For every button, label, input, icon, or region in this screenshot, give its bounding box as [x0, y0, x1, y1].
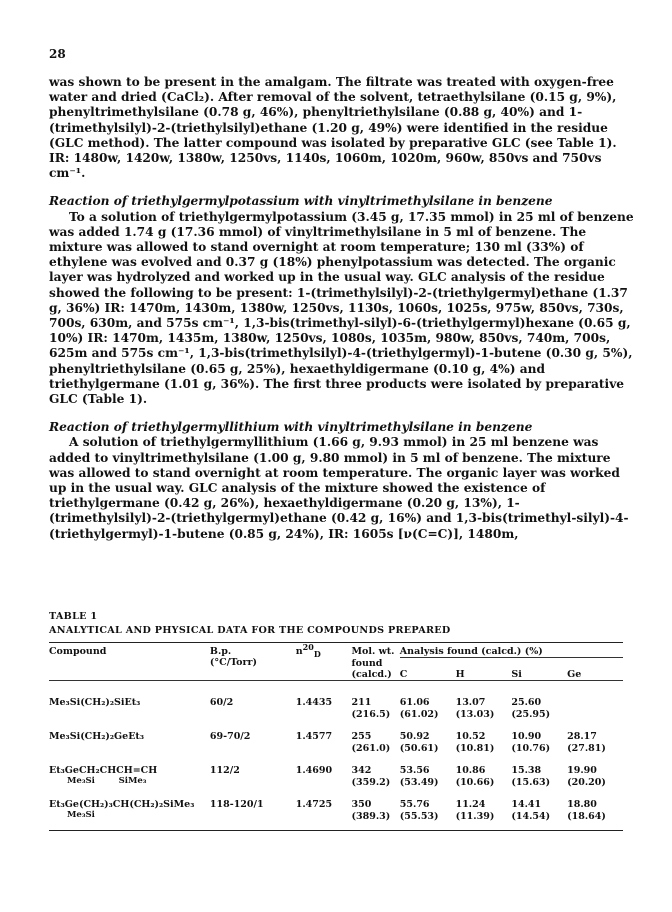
paragraph-1: was shown to be present in the amalgam. The filtrate was treated with oxygen-free water and dried (CaCl₂). After removal of the solvent, tetraethylsilane (0.15 g, 9%), phenyltrimethylsilane (0.78 g, 46%), phenyltriethylsilane (0.88 g, 40%) and 1-(trimethylsilyl)-2-(triethylsilyl)ethane (1.20 g, 49%) were identified in the residue (GLC method). The latter compound was isolated by preparative GLC (see Table 1). IR: 1480w, 1420w, 1380w, 1250vs, 1140s, 1060m, 1020m, 960w, 850vs and 750vs cm⁻¹.	[49, 75, 617, 181]
header-ge: Ge	[567, 668, 582, 680]
header-h: H	[455, 668, 465, 680]
cell-c: 55.76	[399, 798, 430, 810]
section-heading-lithium: Reaction of triethylgermyllithium with vinyltrimethylsilane in benzene	[49, 420, 533, 435]
cell-c: 53.56	[399, 764, 430, 776]
cell-mw: 255	[351, 730, 372, 742]
cell-compound-fragment: Me₃Si SiMe₃	[67, 775, 147, 786]
table-1	[49, 611, 623, 831]
cell-compound: Et₃Ge(CH₂)₃CH(CH₂)₂SiMe₃	[49, 798, 195, 810]
header-mol-wt: Mol. wt.	[351, 646, 395, 657]
header-calcd: (calcd.)	[351, 668, 392, 680]
header-si: Si	[511, 668, 522, 680]
header-bp-unit: (°C/Torr)	[209, 657, 258, 668]
cell-h: 10.52	[455, 730, 486, 742]
cell-h: 10.86	[455, 764, 486, 776]
cell-c: 50.92	[399, 730, 430, 742]
cell-c-calc: (53.49)	[399, 776, 439, 788]
header-found: found	[351, 657, 383, 669]
cell-nd: 1.4690	[295, 764, 333, 776]
cell-si: 25.60	[511, 696, 542, 708]
header-analysis-rule	[400, 658, 623, 669]
header-c: C	[399, 668, 408, 680]
cell-ge: 19.90	[567, 764, 597, 776]
cell-c-calc: (55.53)	[399, 810, 439, 822]
cell-compound: Me₃Si(CH₂)₂GeEt₃	[49, 730, 144, 742]
page-number: 28	[49, 47, 66, 61]
cell-c: 61.06	[399, 696, 430, 708]
table-row	[49, 788, 623, 822]
cell-si-calc: (10.76)	[511, 742, 551, 754]
cell-mw-calc: (216.5)	[351, 708, 391, 720]
header-analysis: Analysis found (calcd.) (%)	[399, 646, 543, 657]
cell-mw-calc: (389.3)	[351, 810, 391, 822]
cell-ge: 18.80	[567, 798, 597, 810]
header-nd-letter: n	[295, 646, 303, 657]
cell-h-calc: (10.66)	[455, 776, 495, 788]
cell-si: 15.38	[511, 764, 542, 776]
cell-mw-calc: (261.0)	[351, 742, 391, 754]
cell-nd: 1.4435	[295, 696, 333, 708]
cell-h: 13.07	[455, 696, 486, 708]
cell-si-calc: (14.54)	[511, 810, 551, 822]
cell-nd: 1.4725	[295, 798, 333, 810]
cell-compound-fragment: Me₃Si	[67, 809, 95, 820]
cell-mw: 211	[351, 696, 372, 708]
header-bp	[210, 643, 296, 680]
header-refractive-index	[296, 643, 352, 680]
table-row	[49, 686, 623, 720]
table-label: TABLE 1	[49, 611, 98, 622]
cell-bp: 69-70/2	[209, 730, 251, 742]
cell-nd: 1.4577	[295, 730, 333, 742]
header-bp-label: B.p.	[209, 646, 232, 657]
data-table	[49, 643, 623, 822]
cell-mw: 342	[351, 764, 372, 776]
cell-ge-calc: (18.64)	[567, 810, 606, 822]
cell-h: 11.24	[455, 798, 486, 810]
header-nd-sup: 20	[302, 641, 314, 652]
cell-compound: Et₃GeCH₂CHCH=CH	[49, 764, 158, 776]
cell-mw: 350	[351, 798, 372, 810]
header-nd-sub: D	[313, 648, 321, 659]
body-text	[49, 75, 635, 542]
cell-si: 14.41	[511, 798, 542, 810]
paragraph-2: To a solution of triethylgermylpotassium (3.45 g, 17.35 mmol) in 25 ml of benzene was added 1.74 g (17.36 mmol) of vinyltrimethylsilane in 5 ml of benzene. The mixture was allowed to stand overnight at room temperature; 130 ml (33%) of ethylene was evolved and 0.37 g (18%) phenylpotassium was detected. The organic layer was hydrolyzed and worked up in the usual way. GLC analysis of the residue showed the following to be present: 1-(trimethylsilyl)-2-(triethylgermyl)ethane (1.37 g, 36%) IR: 1470m, 1430m, 1380w, 1250vs, 1130s, 1060s, 1025s, 975w, 850vs, 730s, 700s, 630m, and 575s cm⁻¹, 1,3-bis(trimethyl-silyl)-6-(triethylgermyl)hexane (0.65 g, 10%) IR: 1470m, 1435m, 1380w, 1250vs, 1080s, 1035m, 980w, 850vs, 740m, 700s, 625m and 575s cm⁻¹, 1,3-bis(trimethylsilyl)-4-(triethylgermyl)-1-butene (0.30 g, 5%), phenyltriethylsilane (0.65 g, 25%), hexaethyldigermane (0.10 g, 4%) and triethylgermane (1.01 g, 36%). The first three products were isolated by preparative GLC (Table 1).	[49, 209, 634, 407]
cell-ge-calc: (20.20)	[567, 776, 606, 788]
cell-bp: 60/2	[209, 696, 234, 708]
paragraph-3: A solution of triethylgermyllithium (1.66 g, 9.93 mmol) in 25 ml benzene was added to vinyltrimethylsilane (1.00 g, 9.80 mmol) in 5 ml of benzene. The mixture was allowed to stand overnight at room temperature. The organic layer was worked up in the usual way. GLC analysis of the mixture showed the existence of triethylgermane (0.42 g, 26%), hexaethyldigermane (0.20 g, 13%), 1-(trimethylsilyl)-2-(triethylgermyl)ethane (0.42 g, 16%) and 1,3-bis(trimethyl-silyl)-4-(triethylgermyl)-1-butene (0.85 g, 24%), IR: 1605s [ν(C=C)], 1480m,	[49, 435, 629, 541]
table-title: ANALYTICAL AND PHYSICAL DATA FOR THE COMPOUNDS PREPARED	[49, 625, 451, 636]
cell-compound: Me₃Si(CH₂)₂SiEt₃	[49, 696, 141, 708]
cell-bp: 118-120/1	[209, 798, 264, 810]
cell-h-calc: (11.39)	[455, 810, 495, 822]
cell-h-calc: (13.03)	[455, 708, 495, 720]
cell-c-calc: (50.61)	[399, 742, 439, 754]
cell-c-calc: (61.02)	[399, 708, 439, 720]
cell-si: 10.90	[511, 730, 542, 742]
table-row	[49, 754, 623, 788]
table-row	[49, 720, 623, 754]
header-compound: Compound	[49, 646, 107, 657]
table-bottom-rule	[49, 830, 623, 831]
cell-ge: 28.17	[567, 730, 597, 742]
cell-mw-calc: (359.2)	[351, 776, 391, 788]
section-heading-potassium: Reaction of triethylgermylpotassium with vinyltrimethylsilane in benzene	[49, 194, 553, 209]
cell-si-calc: (15.63)	[511, 776, 551, 788]
cell-ge-calc: (27.81)	[567, 742, 606, 754]
cell-h-calc: (10.81)	[455, 742, 495, 754]
cell-si-calc: (25.95)	[511, 708, 551, 720]
cell-bp: 112/2	[209, 764, 240, 776]
